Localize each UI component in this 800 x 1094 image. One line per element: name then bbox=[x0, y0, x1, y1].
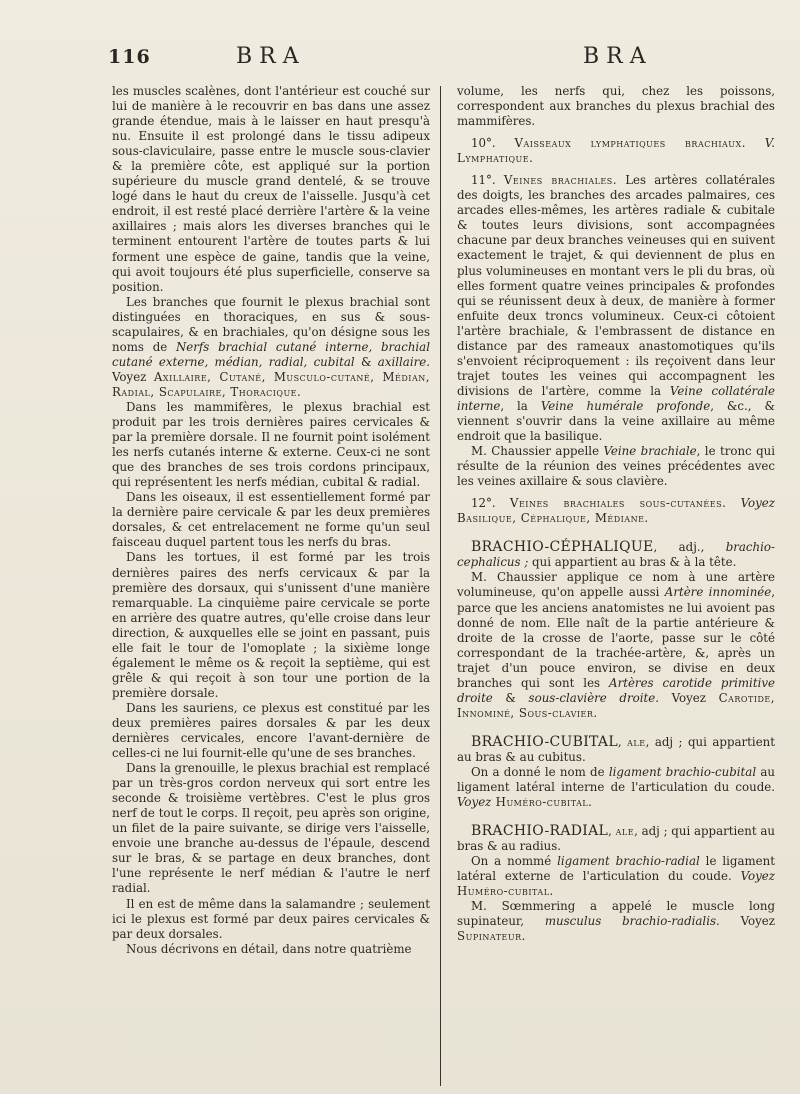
left-column bbox=[112, 84, 430, 1074]
paragraph: Dans la grenouille, le plexus brachial est remplacé par un très-gros cordon nerveux qui sort entre les seconde & troisième vertèbres. C'est le plus gros nerf de tout le corps. Il reçoit, peu après son origine, un filet de la paire suivante, se dirige vers l'aisselle, envoie une branche au-dessus de l'épaule, descend sur le bras, & se partage en deux branches, dont l'une représente le nerf médian & l'autre le nerf radial. bbox=[112, 761, 430, 896]
cross-reference: Lymphatique. bbox=[457, 151, 534, 166]
section-veines-brachiales: 11°. Veines brachiales. Les artères collatérales des doigts, les branches des arcades palmaires, ces arcades elles-mêmes, les artères radiale & cubitale & toutes leurs divisions, sont accompagnées chacune par deux branches veineuses qui en suivent exactement le trajet, & qui deviennent de plus en plus volumineuses en montant vers le pli du bras, où elles forment quatre veines principales & profondes qui se réunissent deux à deux, de manière à former enfuite deux troncs volumineux. Ceux-ci côtoient l'artère brachiale, & l'embrassent de distance en distance par des rameaux anastomotiques qu'ils s'envoient réciproquement : ils reçoivent dans leur trajet toutes les veines qui accompagnent les divisions de l'artère, comme la Veine collatérale interne, la Veine humérale profonde, &c., & viennent s'ouvrir dans la veine axillaire au même endroit que la basilique. bbox=[457, 173, 775, 444]
cross-reference: Huméro-cubital. bbox=[491, 795, 593, 810]
cross-reference: Carotide, Innominé, Sous-clavier. bbox=[457, 690, 775, 720]
cross-reference: Basilique, Céphalique, Médiane. bbox=[457, 511, 649, 526]
entry-brachio-cubital: BRACHIO-CUBITAL, ale, adj ; qui appartient au bras & au cubitus. bbox=[457, 733, 775, 764]
section-veines-sous-cutanees: 12°. Veines brachiales sous-cutanées. Voyez Basilique, Céphalique, Médiane. bbox=[457, 496, 775, 526]
paragraph: M. Sœmmering a appelé le muscle long supinateur, musculus brachio-radialis. Voyez Supinateur. bbox=[457, 899, 775, 944]
entry-headword: BRACHIO-CÉPHALIQUE bbox=[471, 539, 654, 556]
paragraph: Il en est de même dans la salamandre ; seulement ici le plexus est formé par deux paires cervicales & par deux dorsales. bbox=[112, 896, 430, 941]
paragraph: Dans les sauriens, ce plexus est constitué par les deux premières paires dorsales & par les deux dernières cervicales, encore l'avant-dernière de celles-ci ne lui fournit-elle qu'une de ses branches. bbox=[112, 700, 430, 761]
paragraph: M. Chaussier appelle Veine brachiale, le tronc qui résulte de la réunion des veines précédentes avec les veines axillaire & sous clavière. bbox=[457, 444, 775, 489]
section-vaisseaux-lymphatiques: 10°. Vaisseaux lymphatiques brachiaux. V. Lymphatique. bbox=[457, 136, 775, 166]
paragraph: Nous décrivons en détail, dans notre quatrième bbox=[126, 941, 412, 956]
paragraph: volume, les nerfs qui, chez les poissons, correspondent aux branches du plexus brachial des mammifères. bbox=[457, 84, 775, 129]
running-head bbox=[0, 30, 800, 70]
paragraph: M. Chaussier applique ce nom à une artère volumineuse, qu'on appelle aussi Artère innominée, parce que les anciens anatomistes ne lui avoient pas donné de nom. Elle naît de la partie antérieure & droite de la crosse de l'aorte, passe sur le côté correspondant de la trachée-artère, &, après un trajet d'un pouce environ, se divise en deux branches qui sont les Artères carotide primitive droite & sous-clavière droite. Voyez Carotide, Innominé, Sous-clavier. bbox=[457, 570, 775, 720]
right-column bbox=[457, 84, 775, 1074]
column-divider bbox=[440, 86, 441, 1086]
paragraph: Dans les mammifères, le plexus brachial est produit par les trois dernières paires cervicales & par la première dorsale. Il ne fournit point isolément les nerfs cutanés interne & externe. Ceux-ci ne sont que des branches de ses trois cordons principaux, qui représentent les nerfs médian, cubital & radial. bbox=[112, 399, 430, 490]
paragraph: Les branches que fournit le plexus brachial sont distinguées en thoraciques, en sus & sous-scapulaires, & en brachiales, qu'on désigne sous les noms de Nerfs brachial cutané interne, brachial cutané externe, médian, radial, cubital & axillaire. Voyez Axillaire, Cutané, Musculo-cutané, Médian, Radial, Scapulaire, Thoracique. bbox=[112, 294, 430, 399]
cross-reference: Supinateur. bbox=[457, 929, 526, 944]
paragraph: les muscles scalènes, dont l'antérieur est couché sur lui de manière à le recouvrir en bas dans une assez grande étendue, mais à le laisser en haut presqu'à nu. Ensuite il est prolongé dans le tissu adipeux sous-claviculaire, passe entre le muscle sous-clavier & la première côte, est appliqué sur la portion supérieure du muscle grand dentelé, & se trouve logé dans le haut du creux de l'aisselle. Jusqu'à cet endroit, il est resté placé derrière l'artère & la veine axillaires ; mais alors les diverses branches qui le terminent entourent l'artère de toutes parts & lui forment une espèce de gaine, tandis que la veine, qui avoit toujours été plus superficielle, conserve sa position. bbox=[112, 84, 430, 294]
running-head-right: BRA bbox=[583, 44, 653, 69]
page-number: 116 bbox=[108, 46, 151, 68]
paragraph: Dans les tortues, il est formé par les trois dernières paires des nerfs cervicaux & par la première des dorsaux, qui s'unissent d'une manière remarquable. La cinquième paire cervicale se porte en arrière des quatre autres, qu'elle croise dans leur direction, & auxquelles elle se joint en passant, puis elle fait le tour de l'omoplate ; la sixième longe également le même os & reçoit la septième, qui est grêle & qui reçoit à son tour une portion de la première dorsale. bbox=[112, 550, 430, 700]
paragraph: On a donné le nom de ligament brachio-cubital au ligament latéral interne de l'articulation du coude. Voyez Huméro-cubital. bbox=[457, 764, 775, 810]
entry-brachio-radial: BRACHIO-RADIAL, ale, adj ; qui appartient au bras & au radius. bbox=[457, 823, 775, 854]
paragraph: On a nommé ligament brachio-radial le ligament latéral externe de l'articulation du coude. Voyez Huméro-cubital. bbox=[457, 854, 775, 899]
cross-reference: Huméro-cubital. bbox=[457, 884, 554, 899]
running-head-left: BRA bbox=[236, 44, 306, 69]
cross-reference: Axillaire, Cutané, Musculo-cutané, Médian, Radial, Scapulaire, Thoracique. bbox=[112, 369, 430, 399]
paragraph: Dans les oiseaux, il est essentiellement formé par la dernière paire cervicale & par les deux premières dorsales, & cet entrelacement ne forme qu'un seul faisceau duquel partent tous les nerfs du bras. bbox=[112, 490, 430, 550]
entry-headword: BRACHIO-CUBITAL bbox=[471, 733, 618, 750]
entry-brachio-cephalique: BRACHIO-CÉPHALIQUE, adj., brachio-cephalicus ; qui appartient au bras & à la tête. bbox=[457, 539, 775, 570]
entry-headword: BRACHIO-RADIAL bbox=[471, 823, 609, 840]
